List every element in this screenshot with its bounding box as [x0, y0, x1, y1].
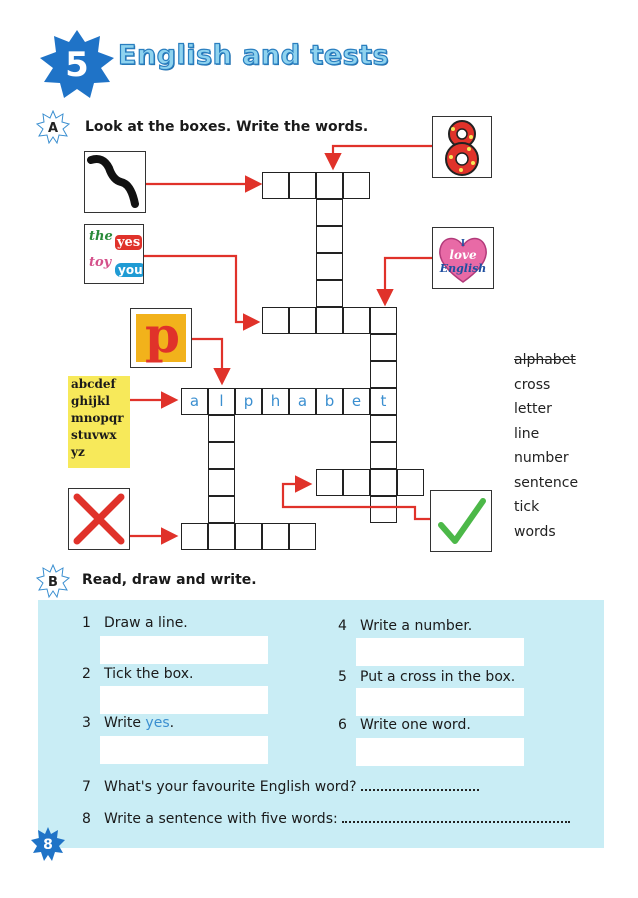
- task-1: 1 Draw a line.: [82, 615, 188, 631]
- word-bubble-toy: toy: [89, 255, 112, 270]
- crossword-cell-answer[interactable]: e: [343, 388, 370, 415]
- task-4: 4 Write a number.: [338, 618, 473, 634]
- word-list-item: cross: [514, 376, 551, 393]
- word-list-item: tick: [514, 499, 540, 515]
- task-5: 5 Put a cross in the box.: [338, 669, 516, 685]
- word-bubble-the: the: [89, 229, 113, 244]
- section-b-badge: [36, 564, 70, 598]
- word-list: [514, 352, 578, 548]
- alphabet-line: mnopqr: [71, 411, 124, 425]
- answer-box-2[interactable]: [100, 686, 268, 714]
- answer-box-6[interactable]: [356, 738, 524, 766]
- svg-text:A: A: [47, 121, 59, 136]
- arrow-p-to-alphabet: [192, 339, 222, 381]
- arrow-eight-to-word1: [333, 146, 432, 166]
- letter-p: p: [145, 308, 180, 364]
- answer-box-5[interactable]: [356, 688, 524, 716]
- crossword-cell-answer[interactable]: l: [208, 388, 235, 415]
- crossword-cell-answer[interactable]: t: [370, 388, 397, 415]
- word-bubble-yes: yes: [117, 235, 141, 250]
- crossword-cell-answer[interactable]: b: [316, 388, 343, 415]
- word-list-item: line: [514, 425, 540, 442]
- arrow-tick-to-word: [283, 484, 430, 519]
- arrow-love-to-word4: [385, 258, 432, 302]
- task-7: 7 What's your favourite English word?: [82, 777, 479, 795]
- section-a-instruction: Look at the boxes. Write the words.: [85, 119, 369, 135]
- alphabet-line: stuvwx: [71, 428, 117, 442]
- word-bubble-you: you: [115, 263, 144, 277]
- task-6: 6 Write one word.: [338, 717, 471, 733]
- answer-box-3[interactable]: [100, 736, 268, 764]
- task-2: 2 Tick the box.: [82, 666, 194, 682]
- section-b-instruction: Read, draw and write.: [82, 572, 257, 588]
- answer-box-1[interactable]: [100, 636, 268, 664]
- alphabet-line: ghijkl: [71, 394, 110, 408]
- crossword-cell-answer[interactable]: a: [181, 388, 208, 415]
- alphabet-line: yz: [71, 445, 85, 459]
- page-number-badge: [30, 826, 66, 862]
- task-3: 3 Write yes.: [82, 715, 175, 731]
- answer-box-4[interactable]: [356, 638, 524, 666]
- svg-text:love: love: [449, 248, 477, 262]
- word-list-item-crossed: alphabet: [514, 352, 576, 368]
- unit-title: English and tests: [118, 40, 390, 71]
- word-list-item: letter: [514, 401, 552, 417]
- crossword-cell-answer[interactable]: p: [235, 388, 262, 415]
- word-list-item: sentence: [514, 474, 579, 491]
- word-list-item: words: [514, 523, 556, 540]
- svg-text:I: I: [460, 239, 466, 249]
- unit-number: 5: [65, 45, 89, 85]
- svg-text:English: English: [439, 262, 487, 275]
- arrow-words-to-word3: [144, 256, 256, 322]
- task-8: 8 Write a sentence with five words:: [82, 809, 570, 827]
- task-7-answer-line[interactable]: [361, 777, 479, 791]
- svg-text:8: 8: [43, 837, 53, 853]
- word-list-item: number: [514, 450, 569, 466]
- crossword-cell-answer[interactable]: a: [289, 388, 316, 415]
- alphabet-line: abcdef: [71, 377, 116, 391]
- task-8-answer-line[interactable]: [342, 809, 570, 823]
- crossword-cell-answer[interactable]: h: [262, 388, 289, 415]
- svg-text:B: B: [48, 575, 58, 590]
